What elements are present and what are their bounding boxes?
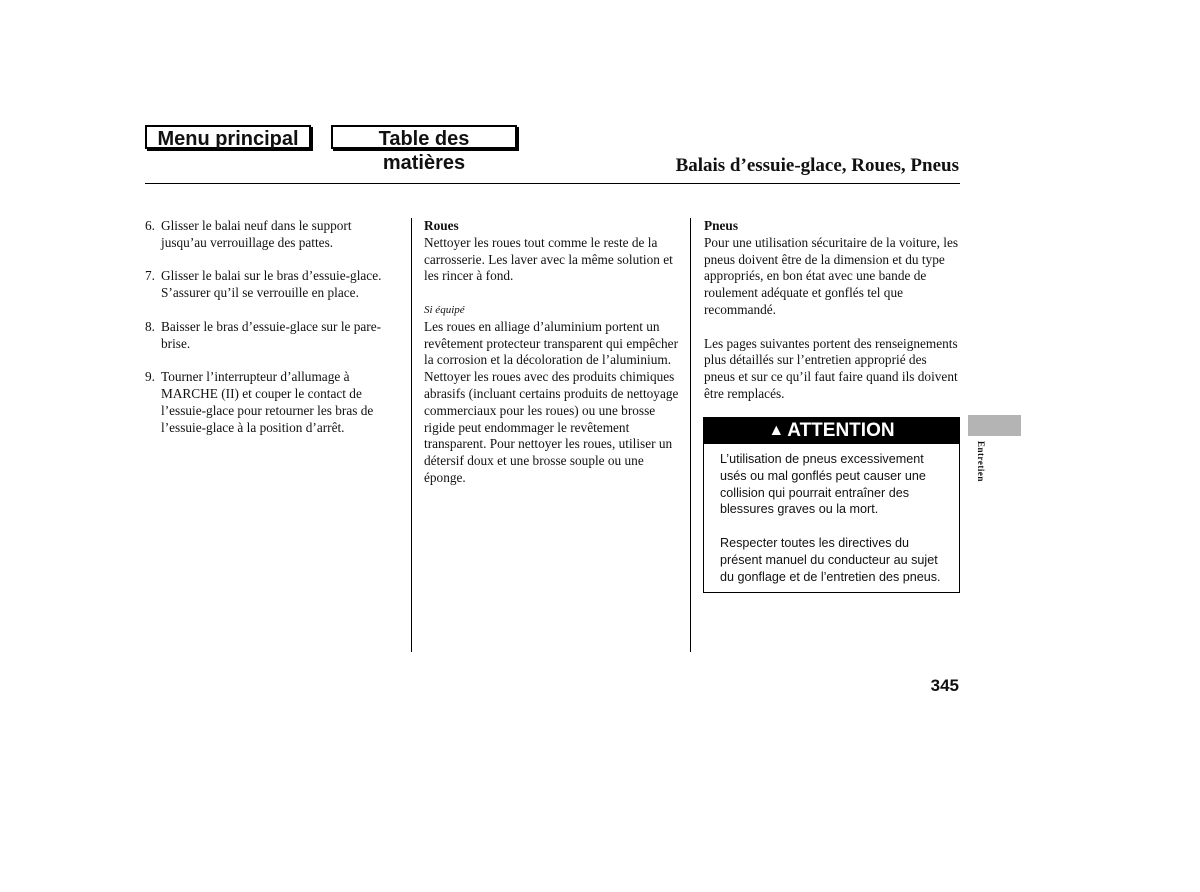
tires-heading: Pneus	[704, 218, 738, 233]
step-number: 9.	[145, 369, 155, 385]
equipped-note: Si équipé	[424, 303, 465, 316]
table-of-contents-button[interactable]: Table des matières	[331, 125, 517, 149]
column-divider	[690, 218, 691, 652]
tires-paragraph: Pour une utilisation sécuritaire de la voiture, les pneus doivent être de la dimension et du type appropriés, en bon état avec une bande de roulement adéquate et gonflés tel que recommandé.	[704, 234, 959, 317]
step-text: Baisser le bras d’essuie-glace sur le pare-brise.	[161, 318, 382, 351]
attention-directive-text: Respecter toutes les directives du présent manuel du conducteur au sujet du gonflage et de l’entretien des pneus.	[720, 535, 941, 584]
page-title: Balais d’essuie-glace, Roues, Pneus	[675, 155, 959, 176]
tires-column	[704, 218, 960, 420]
tires-info-paragraph: Les pages suivantes portent des renseignements plus détaillés sur l’entretien approprié des pneus et sur ce qu’il faut faire quand ils doivent être remplacés.	[704, 335, 958, 401]
step-number: 7.	[145, 268, 155, 284]
alloy-wheels-paragraph: Les roues en alliage d’aluminium portent un revêtement protecteur transparent qui empêcher la corrosion et la décoloration de l’aluminium. Nettoyer les roues avec des produits chimiques abrasifs (incluant certains produits de nettoyage commerciaux pour les roues) ou une brosse rigide peut endommager le revêtement transparent. Pour nettoyer les roues, utiliser un détersif doux et une brosse souple ou une éponge.	[424, 318, 679, 485]
step-number: 8.	[145, 318, 155, 334]
wheels-heading: Roues	[424, 218, 459, 233]
attention-warning-text: L’utilisation de pneus excessivement usés ou mal gonflés peut causer une collision qui pourrait entraîner des blessures graves ou la mort.	[720, 452, 926, 517]
list-item	[145, 268, 395, 302]
wheels-column	[424, 218, 679, 504]
step-text: Glisser le balai sur le bras d’essuie-glace. S’assurer qu’il se verrouille en place.	[161, 268, 382, 301]
column-divider	[411, 218, 412, 652]
step-number: 6.	[145, 218, 155, 233]
list-item	[145, 218, 395, 252]
list-item	[145, 319, 395, 353]
attention-box	[703, 417, 960, 593]
warning-triangle-icon: ▲	[768, 422, 785, 439]
wheels-paragraph: Nettoyer les roues tout comme le reste de la carrosserie. Les laver avec la même solution et les rincer à fond.	[424, 234, 673, 284]
header-divider	[145, 183, 960, 184]
page-number: 345	[930, 676, 959, 695]
main-menu-button[interactable]: Menu principal	[145, 125, 311, 149]
attention-body	[704, 444, 959, 585]
attention-label: ATTENTION	[787, 420, 895, 441]
step-text: Glisser le balai neuf dans le support jusqu’au verrouillage des pattes.	[161, 218, 352, 250]
step-text: Tourner l’interrupteur d’allumage à MARCHE (II) et couper le contact de l’essuie-glace pour retourner les bras de l’essuie-glace à la position d’arrêt.	[161, 369, 374, 435]
attention-banner	[704, 418, 959, 444]
section-tab	[968, 415, 1021, 436]
list-item	[145, 369, 395, 436]
steps-column	[145, 218, 395, 453]
section-tab-label: Entretien	[976, 441, 986, 482]
